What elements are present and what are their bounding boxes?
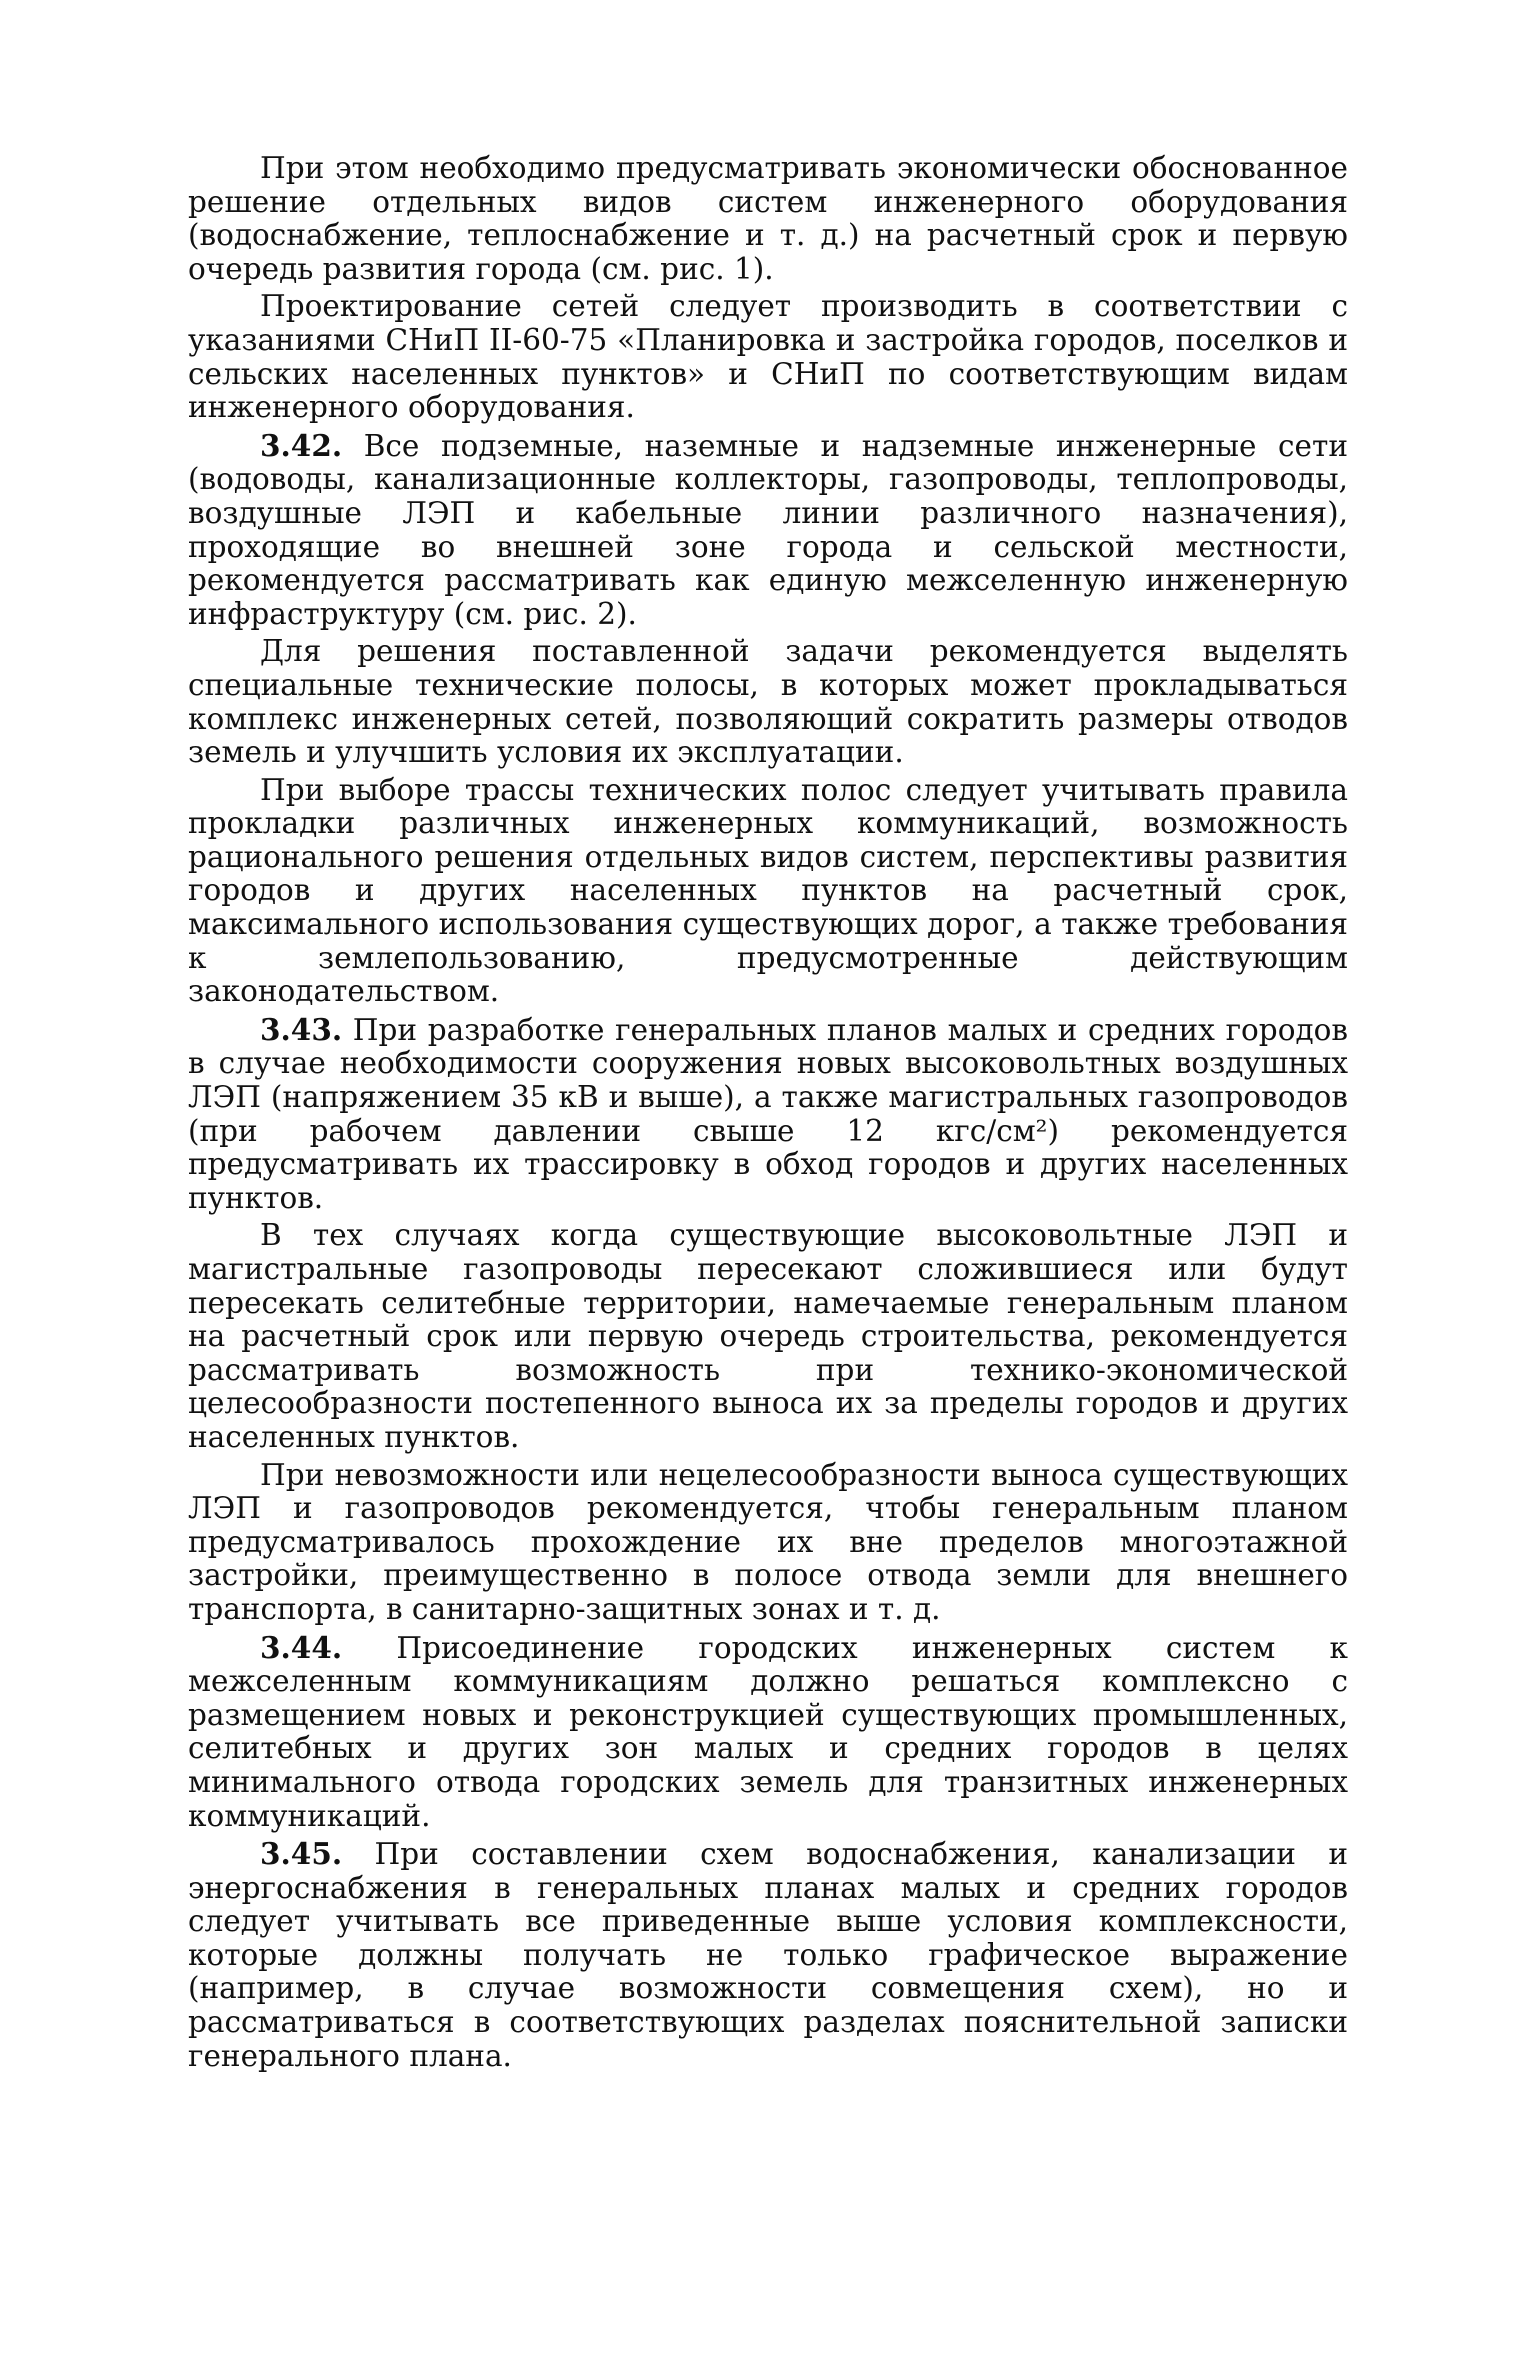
paragraph-text: Проектирование сетей следует производить в соответствии с указаниями СНиП II-60-75 «Планировка и застройка городов, поселков и сельских населенных пунктов» и СНиП по соответствующим видам инженерного оборудования. [188,289,1348,425]
section-number: 3.43. [260,1011,343,1047]
paragraph-text: При невозможности или нецелесообразности выноса существующих ЛЭП и газопроводов рекомендуется, чтобы генеральным планом предусматривалось прохождение их вне пределов многоэтажной застройки, преимущественно в полосе отвода земли для внешнего транспорта, в санитарно-защитных зонах и т. д. [188,1457,1348,1626]
paragraph-3-42 [188,429,1348,632]
paragraph-3-43 [188,1013,1348,1216]
section-number: 3.44. [260,1629,343,1665]
paragraph-text: Для решения поставленной задачи рекомендуется выделять специальные технические полосы, в которых может прокладываться комплекс инженерных сетей, позволяющий сократить размеры отводов земель и улучшить условия их эксплуатации. [188,634,1348,770]
paragraph-text: В тех случаях когда существующие высоковольтные ЛЭП и магистральные газопроводы пересекают сложившиеся или будут пересекать селитебные территории, намечаемые генеральным планом на расчетный срок или первую очередь строительства, рекомендуется рассматривать возможность при технико-экономической целесообразности постепенного выноса их за пределы городов и других населенных пунктов. [188,1218,1348,1454]
paragraph-3-44 [188,1631,1348,1834]
document-body [188,152,1348,2073]
section-number: 3.45. [260,1836,343,1872]
paragraph-intro-economic [188,152,1348,286]
paragraph-impossible-relocation [188,1459,1348,1627]
paragraph-text: При этом необходимо предусматривать экономически обоснованное решение отдельных видов систем инженерного оборудования (водоснабжение, теплоснабжение и т. д.) на расчетный срок и первую очередь развития города (см. рис. 1). [188,151,1348,286]
paragraph-existing-lines [188,1219,1348,1454]
paragraph-text: Все подземные, наземные и надземные инженерные сети (водоводы, канализационные коллекторы, газопроводы, теплопроводы, воздушные ЛЭП и кабельные линии различного назначения), проходящие во внешней зоне города и сельской местности, рекомендуется рассматривать как единую межселенную инженерную инфраструктуру (см. рис. 2). [188,428,1348,631]
paragraph-3-45 [188,1837,1348,2073]
paragraph-text: Присоединение городских инженерных систем к межселенным коммуникациям должно решаться комплексно с размещением новых и реконструкцией существующих промышленных, селитебных и других зон малых и средних городов в целях минимального отвода городских земель для транзитных инженерных коммуникаций. [188,1630,1348,1833]
paragraph-network-design [188,290,1348,424]
section-number: 3.42. [260,427,343,463]
paragraph-route-selection [188,774,1348,1009]
paragraph-text: При разработке генеральных планов малых и средних городов в случае необходимости сооружения новых высоковольтных воздушных ЛЭП (напряжением 35 кВ и выше), а также магистральных газопроводов (при рабочем давлении свыше 12 кгс/см²) рекомендуется предусматривать их трассировку в обход городов и других населенных пунктов. [188,1012,1348,1215]
paragraph-technical-strips [188,635,1348,769]
paragraph-text: При выборе трассы технических полос следует учитывать правила прокладки различных инженерных коммуникаций, возможность рационального решения отдельных видов систем, перспективы развития городов и других населенных пунктов на расчетный срок, максимального использования существующих дорог, а также требования к землепользованию, предусмотренные действующим законодательством. [188,772,1348,1009]
paragraph-text: При составлении схем водоснабжения, канализации и энергоснабжения в генеральных планах малых и средних городов следует учитывать все приведенные выше условия комплексности, которые должны получать не только графическое выражение (например, в случае возможности совмещения схем), но и рассматриваться в соответствующих разделах пояснительной записки генерального плана. [188,1837,1348,2073]
